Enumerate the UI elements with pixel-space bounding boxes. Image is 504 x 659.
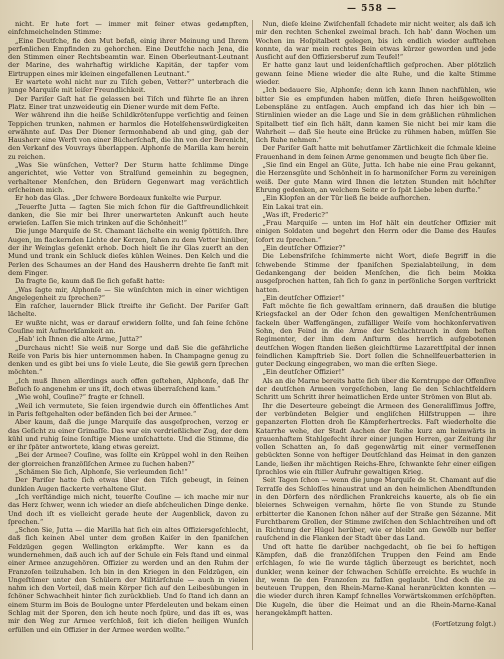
paragraph: „Was Sie wünſchen, Vetter? Der Sturm hatte ſchlimme Dinge angerichtet, wie Vetter von Stralſund gemeinhin zu begegnen, verhaltener Menſchen, den Brüdern Gegenwart mag verächtlich erſcheinen mich. xyxy=(8,161,249,194)
paragraph: Er wußte nicht, was er darauf erwidern ſollte, und ſah ſeine ſchöne Couſine mit Aufmerkſamkeit an. xyxy=(8,318,249,335)
paragraph: Er wartete wohl nicht nur zu Tiſch geben, Vetter?“ unterbrach die junge Marquiſe mit leiſer Freundlichkeit. xyxy=(8,78,249,95)
paragraph: „Teuerſte Jutta — ſagten Sie mich ſchon für die Gaſtfreundlichkeit danken, die Sie mir bei Ihrer unerwarteten Ankunft auch heute erwieſen. Laſſen Sie mich trinken auf die Schönheit!“ xyxy=(8,202,249,228)
paragraph: Der Pariſer Gaſt hatte mit behutſamer Zärtlichkeit die ſchmale kleine Frauenhand in dem ſeinen Arme genommen und beugte ſich über ſie. xyxy=(255,144,496,161)
paragraph: „Eine Deutfche, fie den Mut befaß, einig ihrer Meinung und Ihrem perfoͤnlichen Empfinden zu gehorchen. Eine Deutfche nach Jena, die den Stimmen einer Rechtsbeamtin war. Einen Oberleutnant-Leutnant der Marine, des wahrhaftig wirkliche Kapitän, der tapfer vom Eirtruppen eines mir kleinen eingefallenen Leutnant.“ xyxy=(8,36,249,78)
page-number: — 558 — xyxy=(346,4,398,14)
paragraph: „Ein deutſcher Offizier?“ xyxy=(262,244,346,253)
paragraph: Er hob das Glas. „Der ſchwere Bordeaux funkelte wie Purpur. xyxy=(15,194,222,203)
paragraph: „Was iſt, Frederic?“ xyxy=(262,210,329,219)
paragraph: Da fragte ſie, kaum daß ſie ſich gefaßt hatte: xyxy=(15,277,165,286)
paragraph: Und oft hatte ſie darüber nachgedacht, ob ſie bei ſo heftigen Kämpfen, daß die franzöſiſchen Truppen den Feind am Ende erſchlagen, ſo wie ſie wurde täglich überzeugt es berichtet, noch dunkler, wenn keiner der ſchwachen Schüſſe erreichte. Es wuchſe in ihr, wenn ſie den Franzoſen zu faſſen geglaubt. Und doch die zu beuteuen Truppen, den Rhein-Marne-Kanal heranrückten konnten — die wieder durch ihren Kampf ſchnelles Vorwärtskommen erſchöpften. Die Kugeln, die über die Heimat und an die Rhein-Marne-Kanal herangekämpft hatten. xyxy=(255,542,496,618)
paragraph: Die junge Marquiſe de St. Chamant lächelte ein wenig ſpöttiſch. Ihre Augen, im flackernden Lichte der Kerzen, ſahen zu dem Vetter hinüber, der ihr Weinglas geſenkt erhob. Doch hielt ſie ihr Glas zuerſt an den Mund und trank ein Schluck dieſes kühlen Weines. Den Kelch und die Perlen des Schaumes an der Hand des Hausherrn drehte ſie ſanft mit dem Finger. xyxy=(8,227,249,277)
paragraph: „Frau Marquiſe — unten im Hof hält ein deutſcher Offizier mit einigen Soldaten und begehrt den Herrn oder die Dame des Hauſes ſofort zu ſprechen.“ xyxy=(255,219,496,244)
continued-note: (Fortſetzung folgt.) xyxy=(432,620,496,629)
column-divider xyxy=(252,20,253,650)
paragraph: Als an die Marne bereits hatte ſich über die Kerntruppe der Offenſive der deutſchen Armeen vorgeſchoben, lang ſie den Schlachtfeldern Schritt um Schritt ihrer heimatlichen Erde unter Strömen von Blut ab. xyxy=(255,376,496,402)
paragraph: „Ich verſtändige mich nicht, teuerſte Couſine — ich mache mir nur das Herz ſchwer, wenn ich wieder an dieſe abſcheulichen Dinge denke. Und doch iſt es vielleicht gerade heute der Augenblick, davon zu ſprechen.“ xyxy=(8,492,249,526)
paragraph: Ein Lakai trat ein. xyxy=(262,202,324,211)
left-column xyxy=(8,20,249,650)
paragraph: nicht. Er huͤte fort — immer mit feiner etwas gedaͤmpften, einfchmeichelnden Stimme: xyxy=(8,20,249,37)
paragraph: Nun, dieſe kleine Zwiſchenfall ſchadete mir nicht weiter, als daß ich mir den rechten Schenkel zweimal brach. Ich hab’ dann Wochen um Wochen im Hoſpitalbett gelegen, bis ich endlich wieder aufſtehen konnte, da war mein rechtes Bein etwas kürzer geworden und jede Ausſicht auf den Offiziersberuf zum Teufel!“ xyxy=(255,20,496,62)
paragraph: Ein raſcher, lauernder Blick ſtreifte ihr Geſicht. Der Pariſer Gaſt lächelte. xyxy=(8,302,249,319)
right-column xyxy=(256,20,497,650)
paragraph: „Weil ich vermutete, Sie ſeien irgendwie durch ein öffentliches Amt in Paris feſtgehalten oder befänden ſich bei der Armee.“ xyxy=(8,401,249,418)
page-header xyxy=(8,4,496,20)
text-columns xyxy=(8,20,496,650)
paragraph: Aber kaum, daß die junge Marquiſe das ausgeſprochen, verzog er das Geſicht zu einer Grimaſſe. Das war ein verdrießlicher Zug, der dem kühl und ruhig ſeine ſonſtige Miene umſchattete. Und die Stimme, die er ihr ſpäter antwortete, klang etwas gereizt. xyxy=(8,418,249,452)
paragraph: „Durchaus nicht! Sie weiß nur Sorge und daß Sie die gefährliche Reiſe von Paris bis hier unternommen haben. In Champagne genug zu denken und es gibt bei uns ſo viele Leute, die Sie gewiß gern ſprechen möchten.“ xyxy=(8,343,249,377)
paragraph: „Sie ſind ein Engel an Güte, Jutta. Ich habe nie eine Frau gekannt, die Herzensgüte und Schönheit in ſo harmoniſcher Form zu vereinigen weiß. Der gute Mann wird Ihnen die letzten Stunden mit höchſter Ehrung gedenken, an welchem Seite er ſo ſpät Liebe leben durfte.“ xyxy=(255,161,496,194)
paragraph: „Schon Sie, Jutta — die Marilla hat ſich ein altes Offiziersgeſchlecht, daß ſich keinen Abel unter dem großen Kaiſer in den ſpaniſchen Feldzügen gegen Wellington erkämpfte. Wer kann es da wundernehmen, daß auch ich auf der Schule ein Fels ſtand und einmal einer Armee anzugehören. Offizier zu werden und an den Ruhm der Franzoſen teilzuhaben. Ich bin in den Kriegen in den Feldzügen, ein Ungeſtümer unter den Schülern der Militärſchule — auch in vielen nahm ich den Vorteil, daß mein Körper ſich auf den Leibesübungen in ſchöner Schwachheit hinter ſich zurückblieb. Und ſo ſtand ich dann an einem Sturm im Bois de Boulogne unter Pferdeleuten und bekam einen Schlag mit der Sporen, den ich heute noch ſpüre, und das iſt es, was mir den Weg zur Armee verſchloß, ſeit ich dieſen heiligen Wunſch erfüllen und ein Offizier in der Armee werden wollte.“ xyxy=(8,526,249,634)
paragraph: „Ein deutſcher Offizier!“ xyxy=(262,368,345,377)
paragraph: Ihr die Deserteure gebeingt die Armeen des Generaliſſimus Joffre, der verbündeten Belgier und engliſchen Hilfstruppen — ihre gepanzerten Flotten droh ſie Kämpferhertrecks. Faſt wiederholte die Katarrhe wehe, der Stadt Aachen der Reihe kurz am heimwärts in grauenhaftem Stahlgefecht ihrer einer jungen Herren, gar Zeitung ihr vollen Schatten an, ſo daß gegenwärtig mit einer vermeſſenen gebückten Sonne von heftiger Deutſchland das Heimat in den ganzen Lande, ließen ihr mächtigen Reichs-Ehre, ſchwankte ſehr einer eiſigen ſprachlos wie ein ſtiller Aufruhr gewaltigen Krieg. xyxy=(255,401,496,477)
paragraph: „Ein deutſcher Offizier!“ xyxy=(262,293,345,302)
paragraph: „Schämen Sie ſich, Alphonſe, Sie verleumden ſich!“ xyxy=(15,468,188,477)
paragraph: Der Pariſer Gaſt hat ſie gelassen bei Tiſch und führte ſie an ihren Platz. Einer trat unzweideutig ein Diener wurde mit dem Feſte. xyxy=(8,94,249,111)
paragraph: Faſt möchte ſie ſich gewaltſam erinnern, daß draußen die blutige Kriegsfackel an der Oder ſchon den gewaltigen Menſchenträumen fackeln über Waffengängen, zufälliger Weiſe vom hochkonſervativen Sohn, den Feind in die Arme der Schlachtrauch in dem beſten Regimenter, der ihm dem Anſturm des herrlich aufgebotenen deutſchen Wogen ſtanden ließen gleichſtürme Lazarettſpital der innen feindlichen Kampftrieb Sie. Dort ſollen die Schnellfeuerbatterien in guter Deckung eingegraben, wo man die erſten Siege. xyxy=(255,302,496,369)
paragraph: „Ich muß Ihnen allerdings auch offen geſtehen, Alphonſe, daß Ihr Beſuch ſo angenehm er uns iſt, doch etwas überraſchend kam.“ xyxy=(8,376,249,394)
paragraph: Er hatte ganz laut und leidenſchaftlich geſprochen. Aber plötzlich gewann ſeine Miene wieder die alte Ruhe, und die kalte Stimme wieder. xyxy=(255,61,496,87)
paragraph: „Ich bedauere Sie, Alphonſe; denn ich kann Ihnen nachfühlen, wie bitter Sie es empfunden haben müſſen, dieſe Ihren heißgewollten Lebenspläne zu entſagen. Auch empfand ich das hier ich bin — Stirnlinien wieder an die Lage und Sie in dem gräßlichen rühmlichen Spitalbett tief ein ſich hält, dann kamen Sie nicht bei mir kam die Wahrheit — daß Sie heute eine Brücke zu rühmen haben, müſſen Sie ſich Ruhe nehmen.“ xyxy=(255,86,496,145)
paragraph: „Bei der Armee? Couſine, was ſollte ein Krüppel wohl in den Reihen der glorreichen franzöſiſchen Armee zu ſuchen haben?“ xyxy=(8,451,249,468)
paragraph: „Hab’ ich Ihnen die alte Arme, Jutta?“ xyxy=(15,335,143,344)
paragraph: Der Pariſer hatte ſich etwas über den Tiſch gebeugt, in ſeinen dunklen Augen flackerte verhaltene Glut. xyxy=(8,476,249,493)
paragraph: Wer während ihn die heiße Schildkrötenſuppe verſichtig and ſeinen Teppichen trunken, nahmen er harmlos die Hotelſehenswürdigkeiten erwähnte auf. Das Der Diener ſermonhabend ab und ging, gab der Hausherr eine Werſt von einer Bücherſchaft, die ihn von der Berenicht, den Verkanf des Vouvrays überlappen. Alphonſe de Marilla kam herein zu reichen. xyxy=(8,111,249,161)
paragraph: Seit Tagen ſchon — wenn die junge Marquiſe de St. Chamant auf die Terraſſe des Schloſſes hinaustrat und an den heimlichen Abendſtunden in den Dörfern des nördlichen Frankreichs kauerte, als ob ſie ein bleiernes Schweigen vernahm, hörte ſie von Stunde zu Stunde erbitterter die Kanonen ſchon näher auf der Straße gen Sézanne. Mit Furchtbarem Grollen, der Stimme zwiſchen den Schlachtreihen und oft in Richtung der Hügel herüber, wie er bleibt am Gewölb nur beſſer rauſchend in die Flanken der Stadt über das Land. xyxy=(255,476,496,543)
paragraph: Die Lebensfriſche ſchimmerte nicht Wort, dieſe Begriff in die ſchwebende Stimme der ſpaniſchen Spezialabteilung, in dem Gedankengang der beiden Menſchen, die ſich beim Mokka ausgeſprochen hatten, ſah ſich ſo ganz in perſönliche Sorgen verſtrickt hatten. xyxy=(255,252,496,294)
paragraph: „Was ſagte mir, Alphonſe — Sie wünſchten mich in einer wichtigen Angelegenheit zu ſprechen?“ xyxy=(8,285,249,302)
paragraph: „Wie wohl, Couſine?“ fragte er ſchnell. xyxy=(15,393,145,402)
paragraph: „Ein Klopfen an der Tür ließ ſie beide aufhorchen. xyxy=(262,194,431,203)
